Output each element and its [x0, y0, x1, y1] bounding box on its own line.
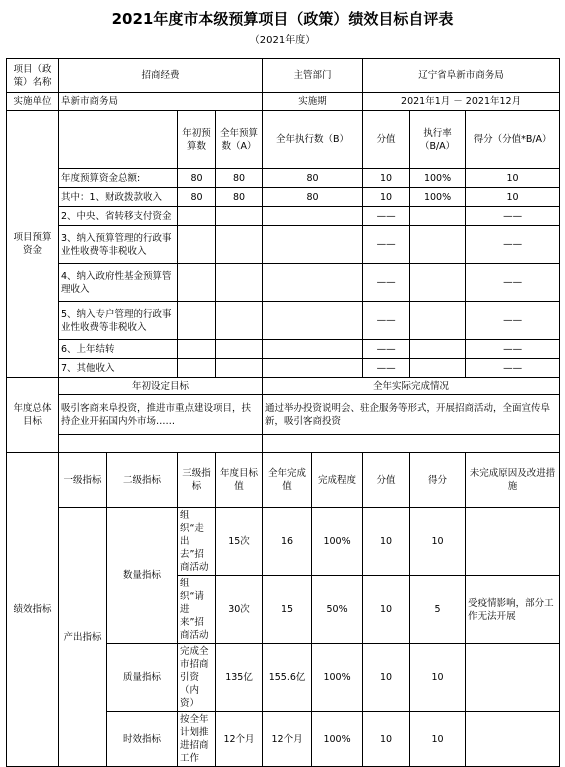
funds-row: [7, 207, 560, 226]
kpi-actual: 12个月: [263, 712, 312, 767]
page-subtitle: （2021年度）: [249, 35, 316, 46]
kpi-weight: 10: [363, 576, 410, 644]
funds-weight: 10: [363, 169, 410, 188]
funds-budget: [178, 226, 216, 264]
kpi-actual: 155.6亿: [263, 644, 312, 712]
col-adjusted: 全年预算数（A）: [216, 111, 263, 169]
kpi-actual: 16: [263, 508, 312, 576]
kpi-target: 135亿: [216, 644, 263, 712]
col-actual: 全年完成值: [263, 453, 312, 508]
funds-score: ——: [466, 207, 560, 226]
kpi-l3: 按全年计划推进招商工作: [178, 712, 216, 767]
col-goal-set: 年初设定目标: [59, 378, 263, 395]
funds-row-label: 4、纳入政府性基金预算管理收入: [59, 264, 178, 302]
funds-rate: [410, 359, 466, 378]
funds-score: ——: [466, 359, 560, 378]
funds-rate: [410, 264, 466, 302]
kpi-reason: [466, 508, 560, 576]
funds-rate: 100%: [410, 169, 466, 188]
funds-row: [7, 226, 560, 264]
impl-period-label: 实施期: [263, 93, 363, 111]
funds-executed: [263, 359, 363, 378]
kpi-target: 12个月: [216, 712, 263, 767]
col-reason: 未完成原因及改进措施: [466, 453, 560, 508]
col-exec-rate: 执行率（B/A）: [410, 111, 466, 169]
kpi-target: 30次: [216, 576, 263, 644]
kpi-weight: 10: [363, 644, 410, 712]
col-progress: 完成程度: [312, 453, 363, 508]
goals-section-label: 年度总体目标: [7, 378, 59, 453]
col-target: 年度目标值: [216, 453, 263, 508]
funds-row-label: 7、其他收入: [59, 359, 178, 378]
col-goal-actual: 全年实际完成情况: [263, 378, 560, 395]
col-executed: 全年执行数（B）: [263, 111, 363, 169]
funds-score: ——: [466, 264, 560, 302]
funds-executed: 80: [263, 188, 363, 207]
kpi-score: 10: [410, 644, 466, 712]
funds-score: ——: [466, 302, 560, 340]
col-budget: 年初预算数: [178, 111, 216, 169]
kpi-target: 15次: [216, 508, 263, 576]
funds-budget: [178, 207, 216, 226]
goal-actual-text: 通过举办投资说明会、驻企服务等形式，开展招商活动，全面宣传阜新，吸引客商投资: [263, 395, 560, 435]
funds-weight: ——: [363, 302, 410, 340]
page-title: 2021年度市本级预算项目（政策）绩效目标自评表: [111, 10, 454, 28]
funds-row-label: 2、中央、省转移支付资金: [59, 207, 178, 226]
project-name-label: 项目（政策）名称: [7, 59, 59, 93]
funds-weight: ——: [363, 340, 410, 359]
funds-row-label: 5、纳入专户管理的行政事业性收费等非税收入: [59, 302, 178, 340]
l2-time: 时效指标: [107, 712, 178, 767]
kpi-reason: [466, 644, 560, 712]
funds-weight: ——: [363, 359, 410, 378]
funds-row: [7, 264, 560, 302]
kpi-progress: 100%: [312, 644, 363, 712]
dept-label: 主管部门: [263, 59, 363, 93]
funds-adjusted: [216, 207, 263, 226]
funds-budget: 80: [178, 188, 216, 207]
funds-adjusted: 80: [216, 169, 263, 188]
funds-executed: [263, 226, 363, 264]
kpi-progress: 50%: [312, 576, 363, 644]
col-weight: 分值: [363, 453, 410, 508]
funds-executed: [263, 264, 363, 302]
kpi-reason: 受疫情影响，部分工作无法开展: [466, 576, 560, 644]
funds-budget: [178, 302, 216, 340]
kpi-score: 5: [410, 576, 466, 644]
impl-period-value: 2021年1月 － 2021年12月: [363, 93, 560, 111]
funds-row: [7, 188, 560, 207]
funds-budget: [178, 340, 216, 359]
funds-weight: 10: [363, 188, 410, 207]
funds-budget: [178, 359, 216, 378]
funds-adjusted: [216, 264, 263, 302]
funds-row: [7, 359, 560, 378]
funds-weight: ——: [363, 226, 410, 264]
funds-row-label: 其中：1、财政拨款收入: [59, 188, 178, 207]
funds-executed: [263, 340, 363, 359]
impl-unit-label: 实施单位: [7, 93, 59, 111]
kpi-actual: 15: [263, 576, 312, 644]
kpi-weight: 10: [363, 508, 410, 576]
funds-rate: [410, 302, 466, 340]
funds-adjusted: [216, 359, 263, 378]
funds-adjusted: [216, 226, 263, 264]
funds-row-label: 6、上年结转: [59, 340, 178, 359]
col-l2: 二级指标: [107, 453, 178, 508]
funds-section-label: 项目预算资金: [7, 111, 59, 378]
col-score: 得分（分值*B/A）: [466, 111, 560, 169]
funds-executed: 80: [263, 169, 363, 188]
funds-row: [7, 340, 560, 359]
funds-row: [7, 302, 560, 340]
kpi-l3: 组织“走出去”招商活动: [178, 508, 216, 576]
funds-score: 10: [466, 188, 560, 207]
funds-executed: [263, 302, 363, 340]
goal-set-text: 吸引客商来阜投资，推进市重点建设项目，扶持企业开拓国内外市场……: [59, 395, 263, 435]
kpi-row: [7, 508, 560, 576]
funds-weight: ——: [363, 207, 410, 226]
kpi-progress: 100%: [312, 712, 363, 767]
col-l3: 三级指标: [178, 453, 216, 508]
col-score-weight: 分值: [363, 111, 410, 169]
funds-score: ——: [466, 226, 560, 264]
l2-quality: 质量指标: [107, 644, 178, 712]
funds-budget: 80: [178, 169, 216, 188]
col-kpi-score: 得分: [410, 453, 466, 508]
kpi-l3: 组织“请进来”招商活动: [178, 576, 216, 644]
kpi-progress: 100%: [312, 508, 363, 576]
funds-rate: [410, 340, 466, 359]
impl-unit-value: 阜新市商务局: [59, 93, 263, 111]
funds-adjusted: [216, 340, 263, 359]
funds-row-label: 年度预算资金总额:: [59, 169, 178, 188]
funds-rate: [410, 207, 466, 226]
l2-quantity: 数量指标: [107, 508, 178, 644]
kpi-reason: [466, 712, 560, 767]
funds-score: 10: [466, 169, 560, 188]
kpi-score: 10: [410, 508, 466, 576]
kpi-side-label: 绩效指标: [7, 453, 59, 767]
dept-value: 辽宁省阜新市商务局: [363, 59, 560, 93]
funds-rate: 100%: [410, 188, 466, 207]
evaluation-table: [6, 58, 560, 767]
funds-row: [7, 169, 560, 188]
funds-executed: [263, 207, 363, 226]
funds-adjusted: [216, 302, 263, 340]
kpi-score: 10: [410, 712, 466, 767]
funds-weight: ——: [363, 264, 410, 302]
funds-budget: [178, 264, 216, 302]
funds-adjusted: 80: [216, 188, 263, 207]
kpi-l3: 完成全市招商引资（内资）: [178, 644, 216, 712]
project-name: 招商经费: [59, 59, 263, 93]
funds-score: ——: [466, 340, 560, 359]
funds-rate: [410, 226, 466, 264]
l1-output: 产出指标: [59, 508, 107, 767]
col-l1: 一级指标: [59, 453, 107, 508]
kpi-weight: 10: [363, 712, 410, 767]
funds-row-label: 3、纳入预算管理的行政事业性收费等非税收入: [59, 226, 178, 264]
